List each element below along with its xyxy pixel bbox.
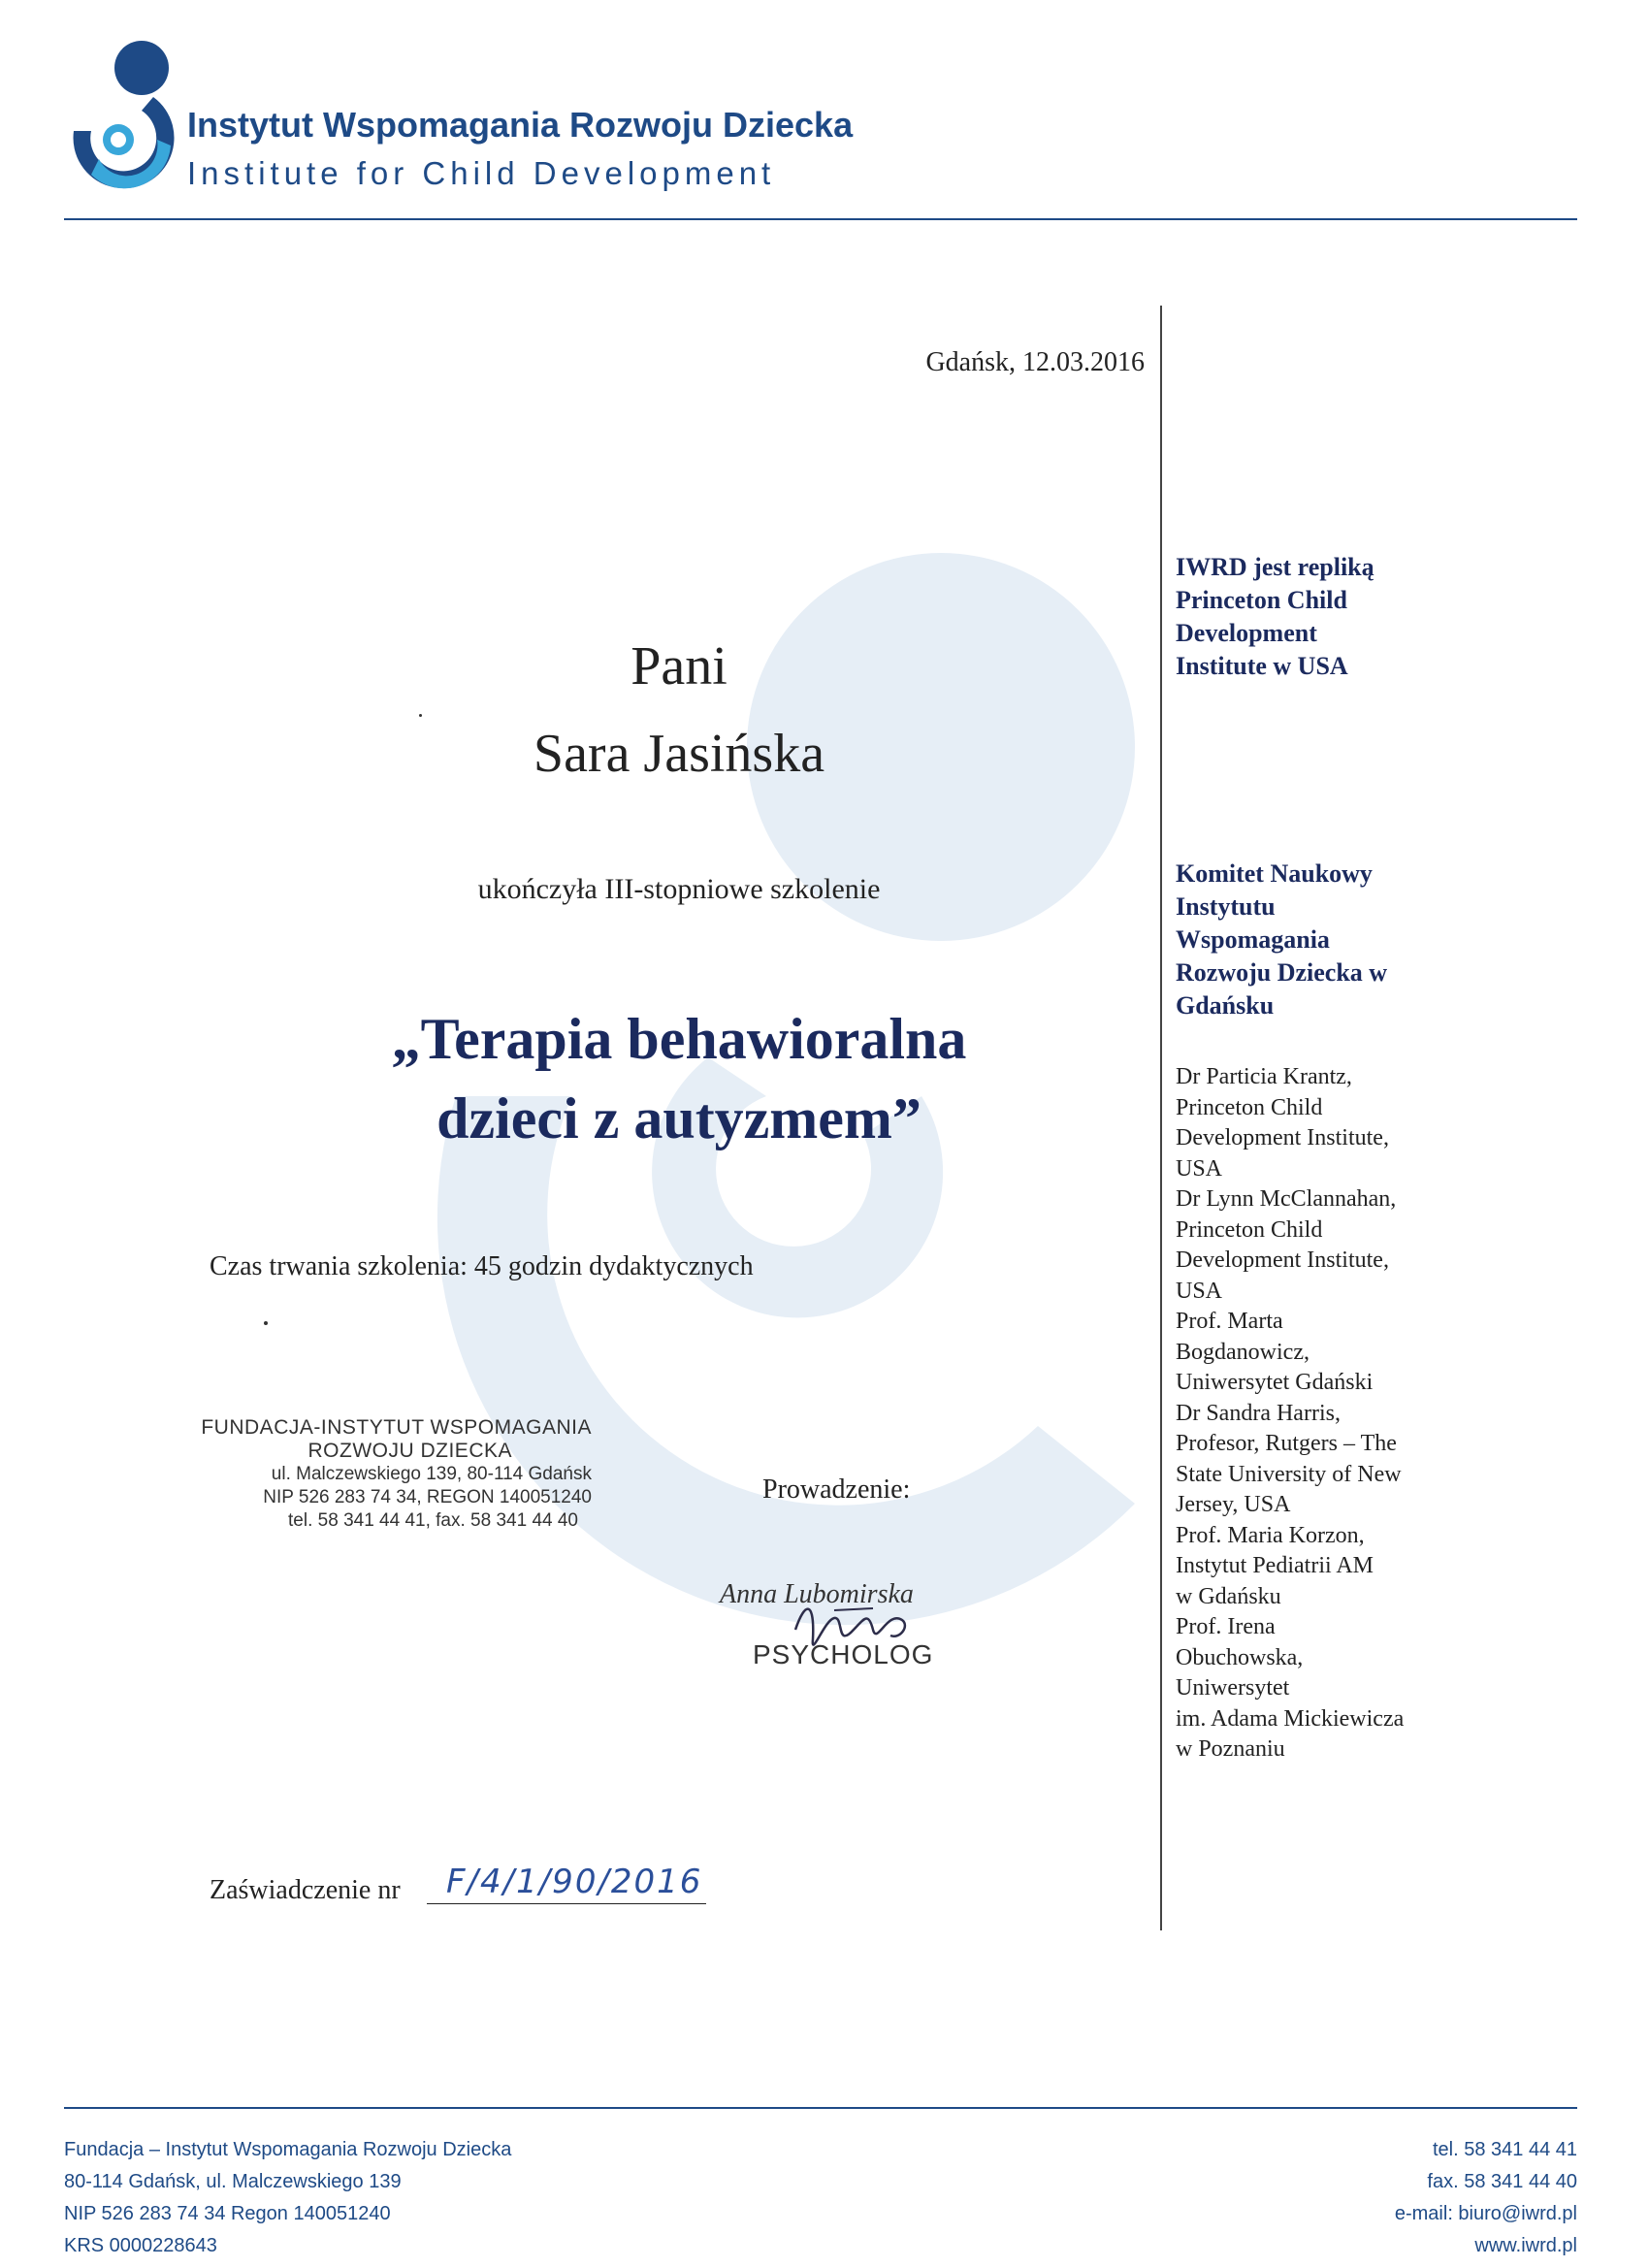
member-line: Dr Particia Krantz,: [1176, 1064, 1352, 1089]
member-line: im. Adama Mickiewicza: [1176, 1705, 1405, 1732]
course-duration: Czas trwania szkolenia: 45 godzin dydaktycznych: [210, 1251, 754, 1281]
completion-text: ukończyła III-stopniowe szkolenie: [477, 873, 881, 905]
member-line: Bogdanowicz,: [1176, 1339, 1310, 1365]
salutation: Pani: [630, 636, 728, 697]
footer-line: NIP 526 283 74 34 Regon 140051240: [64, 2203, 391, 2224]
footer-line: 80-114 Gdańsk, ul. Malczewskiego 139: [64, 2171, 402, 2192]
course-title-line-2: dzieci z autyzmem”: [436, 1086, 922, 1150]
course-title-line-1: „Terapia behawioralna: [391, 1007, 967, 1071]
stamp-line: tel. 58 341 44 41, fax. 58 341 44 40: [288, 1510, 578, 1531]
member-line: Uniwersytet Gdański: [1176, 1370, 1374, 1395]
committee-line: Instytutu: [1176, 892, 1276, 921]
issue-date: Gdańsk, 12.03.2016: [925, 347, 1145, 377]
footer-line: KRS 0000228643: [64, 2235, 217, 2256]
replica-line: IWRD jest repliką: [1176, 553, 1374, 581]
member-line: USA: [1176, 1155, 1223, 1182]
member-line: Dr Sandra Harris,: [1176, 1400, 1341, 1426]
member-line: Jersey, USA: [1176, 1492, 1291, 1517]
footer-line: Fundacja – Instytut Wspomagania Rozwoju Dziecka: [64, 2139, 512, 2160]
stamp-line: ROZWOJU DZIECKA: [307, 1440, 512, 1462]
lead-label: Prowadzenie:: [762, 1474, 911, 1505]
header-rule: [64, 218, 1577, 220]
member-line: Prof. Marta: [1176, 1309, 1283, 1334]
committee-line: Rozwoju Dziecka w: [1176, 958, 1388, 987]
member-line: Development Institute,: [1176, 1125, 1389, 1150]
certificate-number: F/4/1/90/2016: [446, 1863, 703, 1901]
committee-line: Komitet Naukowy: [1176, 859, 1373, 888]
member-line: Dr Lynn McClannahan,: [1176, 1186, 1397, 1212]
member-line: Princeton Child: [1176, 1216, 1323, 1243]
replica-note: [1176, 551, 1447, 683]
member-line: Princeton Child: [1176, 1094, 1323, 1120]
committee-heading: [1176, 858, 1447, 1022]
certificate-number-underline: [427, 1903, 706, 1904]
footer-address: [64, 2134, 511, 2262]
stamp-line: ul. Malczewskiego 139, 80-114 Gdańsk: [271, 1464, 592, 1484]
recipient-name: Sara Jasińska: [533, 724, 825, 784]
member-line: Obuchowska,: [1176, 1644, 1304, 1670]
certificate-number-label: Zaświadczenie nr: [210, 1875, 401, 1905]
replica-line: Development: [1176, 619, 1317, 647]
committee-line: Wspomagania: [1176, 925, 1330, 954]
institute-logo: [64, 39, 180, 199]
replica-line: Princeton Child: [1176, 586, 1347, 614]
lead-title-stamp: PSYCHOLOG: [753, 1639, 934, 1669]
member-line: Instytut Pediatrii AM: [1176, 1553, 1374, 1578]
course-title: [252, 999, 1106, 1158]
foundation-stamp: [146, 1416, 592, 1533]
footer-website: www.iwrd.pl: [1474, 2235, 1577, 2256]
footer-fax: fax. 58 341 44 40: [1427, 2171, 1577, 2192]
member-line: State University of New: [1176, 1461, 1402, 1487]
stamp-line: NIP 526 283 74 34, REGON 140051240: [263, 1487, 592, 1507]
member-line: Prof. Irena: [1176, 1614, 1276, 1639]
member-line: Uniwersytet: [1176, 1675, 1290, 1701]
footer-phone: tel. 58 341 44 41: [1432, 2139, 1577, 2160]
scan-speck: [419, 714, 422, 717]
member-line: w Poznaniu: [1176, 1736, 1285, 1762]
footer-email: e-mail: biuro@iwrd.pl: [1394, 2203, 1577, 2224]
member-line: Prof. Maria Korzon,: [1176, 1522, 1365, 1548]
member-line: Development Institute,: [1176, 1247, 1389, 1273]
footer-rule: [64, 2107, 1577, 2109]
org-name-polish: Instytut Wspomagania Rozwoju Dziecka: [187, 105, 854, 145]
footer-contact: [1261, 2134, 1577, 2262]
committee-line: Gdańsku: [1176, 991, 1275, 1020]
lead-name-stamp: Anna Lubomirska: [720, 1579, 914, 1609]
member-line: Profesor, Rutgers – The: [1176, 1431, 1397, 1456]
committee-members: [1176, 1062, 1447, 1766]
scan-speck: [264, 1321, 268, 1325]
member-line: USA: [1176, 1278, 1223, 1304]
column-divider: [1160, 306, 1162, 1930]
replica-line: Institute w USA: [1176, 652, 1348, 680]
org-name-english: Institute for Child Development: [187, 155, 776, 191]
stamp-line: FUNDACJA-INSTYTUT WSPOMAGANIA: [201, 1416, 592, 1439]
member-line: w Gdańsku: [1176, 1583, 1281, 1609]
